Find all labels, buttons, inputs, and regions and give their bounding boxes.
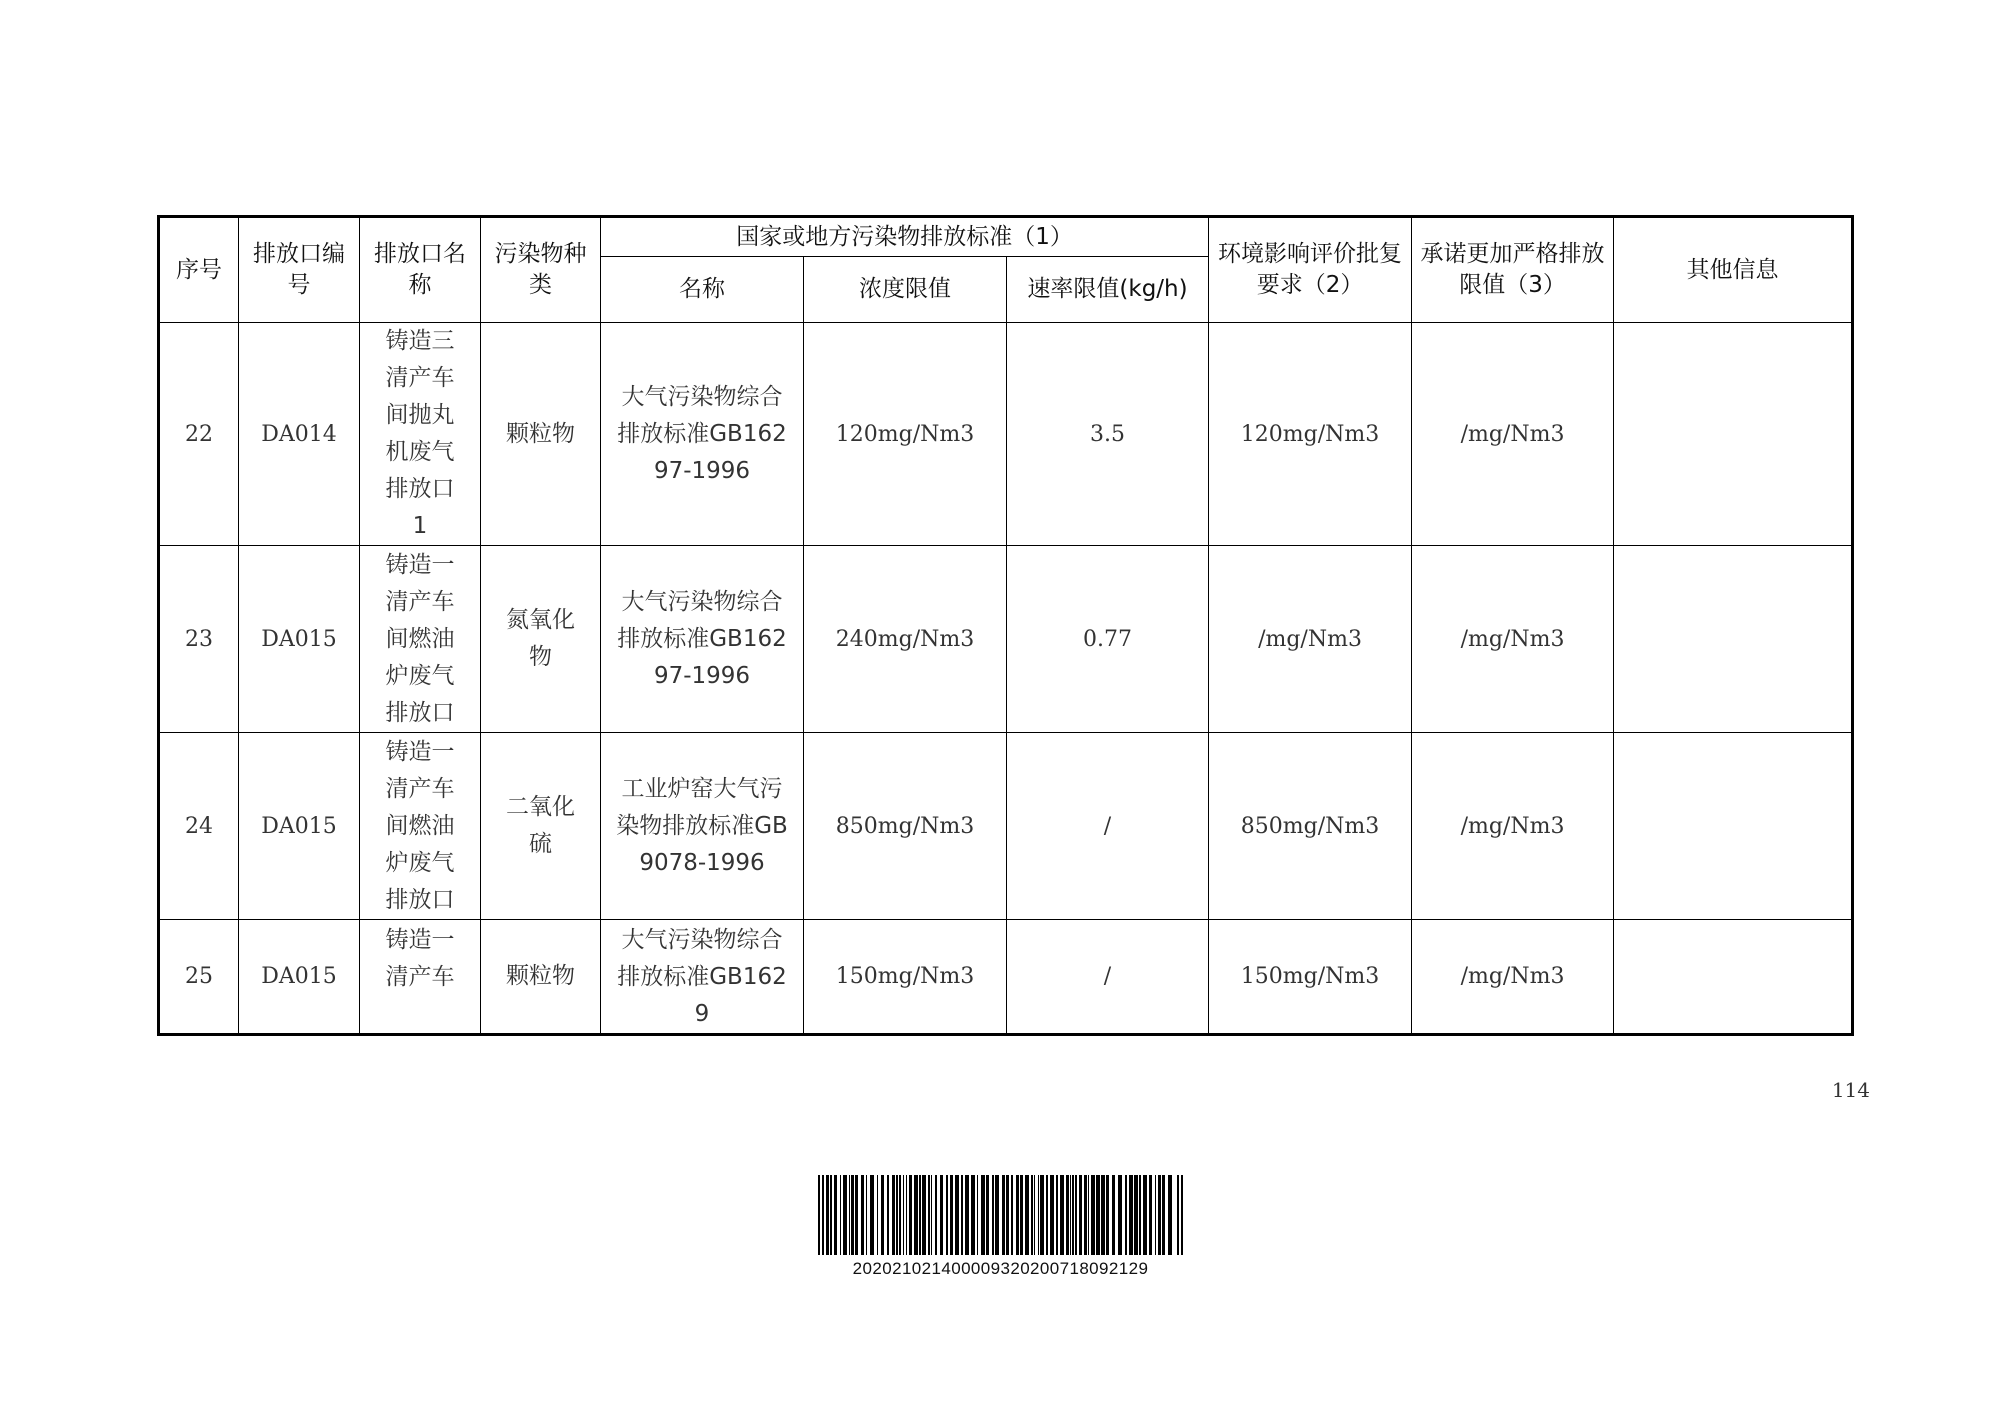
- cell-std-name: 大气污染物综合排放标准GB1629: [601, 920, 804, 1035]
- table-header-row: [159, 217, 1853, 257]
- cell-outlet-name: 铸造一清产车: [360, 920, 481, 1035]
- cell-rate-limit: 3.5: [1007, 323, 1209, 546]
- cell-other: [1614, 920, 1853, 1035]
- cell-stricter: /mg/Nm3: [1412, 920, 1614, 1035]
- cell-other: [1614, 733, 1853, 920]
- header-other: 其他信息: [1614, 217, 1853, 323]
- cell-pollutant: 颗粒物: [481, 920, 601, 1035]
- cell-outlet-no: DA015: [239, 920, 360, 1035]
- header-conc-limit: 浓度限值: [804, 257, 1007, 323]
- cell-outlet-no: DA015: [239, 546, 360, 733]
- cell-other: [1614, 546, 1853, 733]
- cell-pollutant: 氮氧化物: [481, 546, 601, 733]
- cell-eia: 850mg/Nm3: [1209, 733, 1412, 920]
- cell-eia: /mg/Nm3: [1209, 546, 1412, 733]
- header-stricter: 承诺更加严格排放限值（3）: [1412, 217, 1614, 323]
- cell-rate-limit: 0.77: [1007, 546, 1209, 733]
- header-pollutant: 污染物种类: [481, 217, 601, 323]
- header-outlet-no: 排放口编号: [239, 217, 360, 323]
- barcode-number: 20202102140000932020071809212​9: [852, 1259, 1149, 1278]
- header-rate-limit: 速率限值(kg/h): [1007, 257, 1209, 323]
- cell-outlet-name: 铸造一清产车间燃油炉废气排放口: [360, 546, 481, 733]
- cell-stricter: /mg/Nm3: [1412, 733, 1614, 920]
- page-number: 114: [1831, 1078, 1870, 1102]
- cell-seq: 25: [159, 920, 239, 1035]
- cell-conc-limit: 240mg/Nm3: [804, 546, 1007, 733]
- table-row: [159, 920, 1853, 1035]
- cell-seq: 24: [159, 733, 239, 920]
- cell-stricter: /mg/Nm3: [1412, 546, 1614, 733]
- barcode-image: [818, 1175, 1183, 1255]
- table-row: [159, 733, 1853, 920]
- header-std-name: 名称: [601, 257, 804, 323]
- cell-std-name: 大气污染物综合排放标准GB16297-1996: [601, 546, 804, 733]
- cell-outlet-name: 铸造三清产车间抛丸机废气排放口1: [360, 323, 481, 546]
- table-row: [159, 323, 1853, 546]
- header-eia: 环境影响评价批复要求（2）: [1209, 217, 1412, 323]
- cell-conc-limit: 850mg/Nm3: [804, 733, 1007, 920]
- cell-stricter: /mg/Nm3: [1412, 323, 1614, 546]
- cell-rate-limit: /: [1007, 733, 1209, 920]
- emission-standards-table: [157, 215, 1854, 1036]
- cell-pollutant: 颗粒物: [481, 323, 601, 546]
- header-outlet-name: 排放口名称: [360, 217, 481, 323]
- cell-seq: 22: [159, 323, 239, 546]
- header-seq: 序号: [159, 217, 239, 323]
- cell-outlet-no: DA014: [239, 323, 360, 546]
- cell-seq: 23: [159, 546, 239, 733]
- cell-eia: 150mg/Nm3: [1209, 920, 1412, 1035]
- table-row: [159, 546, 1853, 733]
- cell-std-name: 工业炉窑大气污染物排放标准GB9078-1996: [601, 733, 804, 920]
- cell-outlet-no: DA015: [239, 733, 360, 920]
- header-standard-group: 国家或地方污染物排放标准（1）: [601, 217, 1209, 257]
- cell-pollutant: 二氧化硫: [481, 733, 601, 920]
- cell-std-name: 大气污染物综合排放标准GB16297-1996: [601, 323, 804, 546]
- cell-conc-limit: 150mg/Nm3: [804, 920, 1007, 1035]
- cell-rate-limit: /: [1007, 920, 1209, 1035]
- cell-conc-limit: 120mg/Nm3: [804, 323, 1007, 546]
- cell-eia: 120mg/Nm3: [1209, 323, 1412, 546]
- cell-other: [1614, 323, 1853, 546]
- cell-outlet-name: 铸造一清产车间燃油炉废气排放口: [360, 733, 481, 920]
